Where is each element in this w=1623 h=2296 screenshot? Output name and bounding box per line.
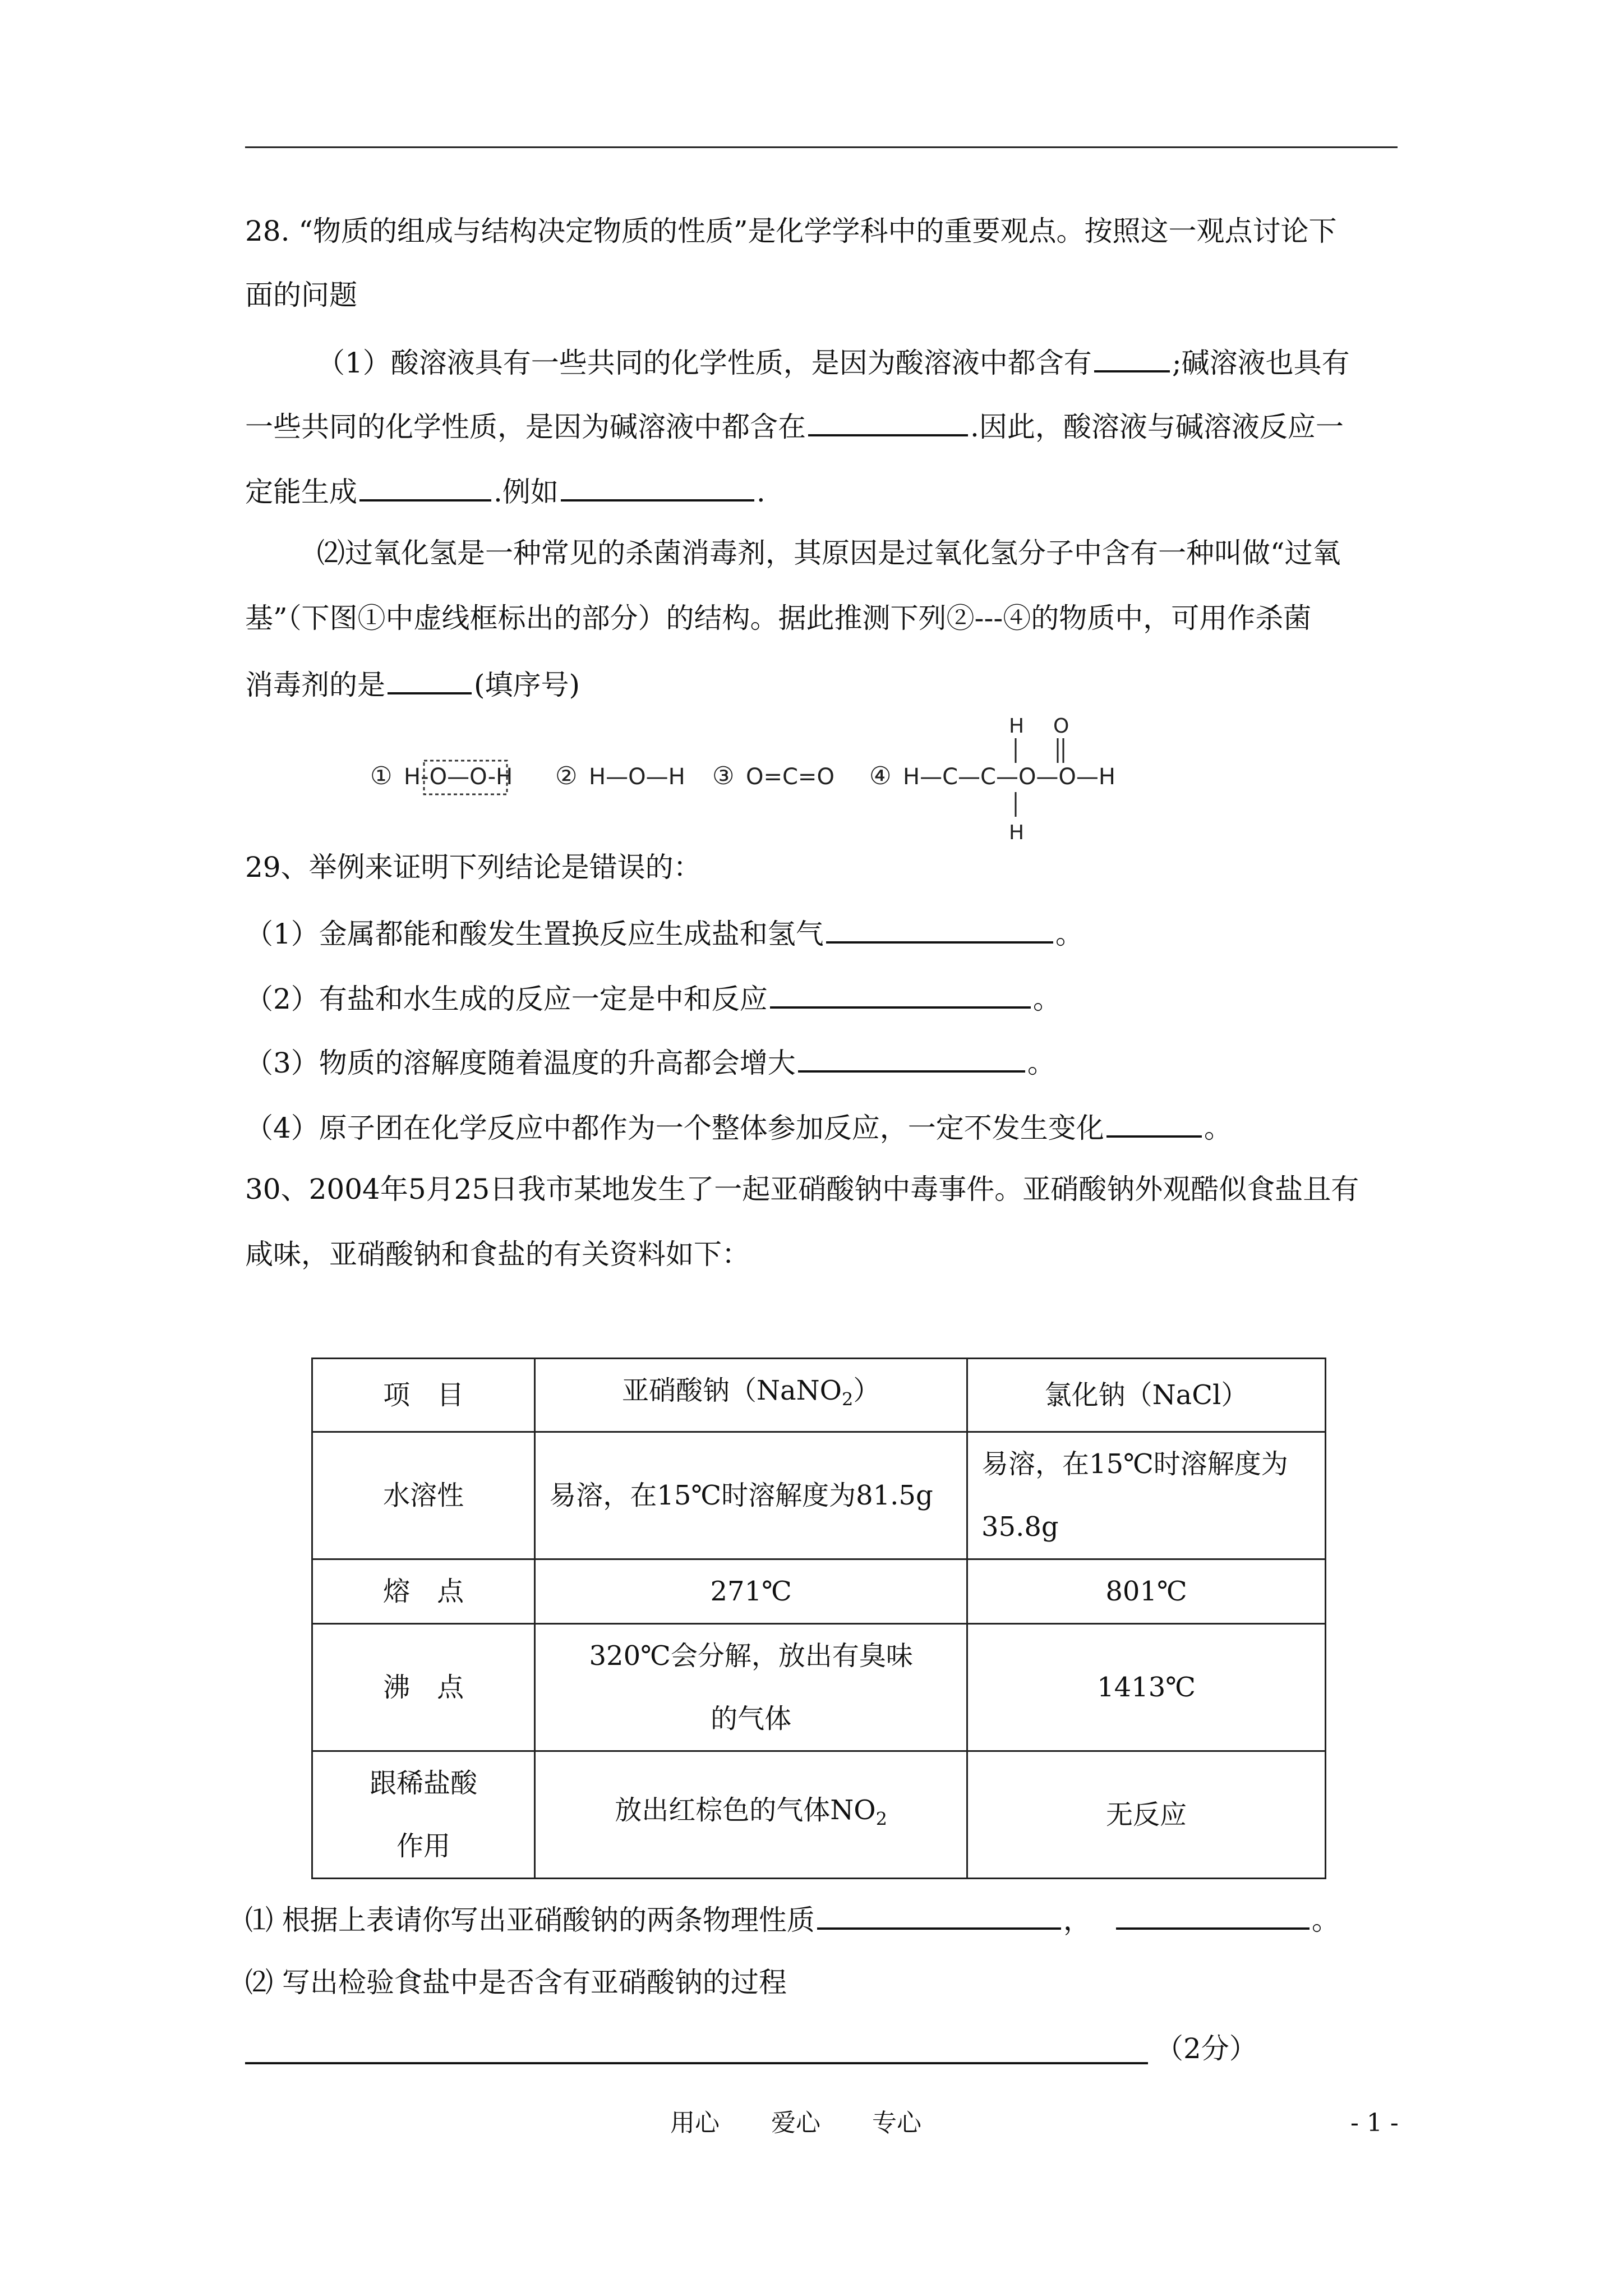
answer-blank-base-ion[interactable]: [808, 407, 968, 436]
q29-title: 29、举例来证明下列结论是错误的：: [245, 851, 702, 884]
header-rule: [245, 146, 1398, 148]
label-1: ①: [370, 762, 393, 790]
q29-item2-text: （2）有盐和水生成的反应一定是中和反应: [245, 983, 768, 1015]
q28-p1-text-e: 定能生成: [245, 476, 357, 508]
answer-blank-property-2[interactable]: [1116, 1901, 1310, 1930]
footer-motto-3: 专心: [872, 2109, 921, 2137]
table-row: [312, 1623, 1326, 1751]
q30-line1: 30、2004年5月25日我市某地发生了一起亚硝酸钠中毒事件。亚硝酸钠外观酷似食盐且有: [245, 1173, 1359, 1205]
row-solubility-nacl-2: 35.8g: [981, 1511, 1059, 1543]
q29-item3-text: （3）物质的溶解度随着温度的升高都会增大: [245, 1047, 796, 1079]
header-nano2-sub: 2: [841, 1388, 854, 1410]
header-nano2-text: 亚硝酸钠（NaNO: [621, 1375, 842, 1406]
label-4: ④: [869, 762, 892, 790]
row-hcl-label-1: 跟稀盐酸: [370, 1767, 478, 1799]
q29-item1-end: 。: [1055, 918, 1083, 950]
q28-p2-text-d: (填序号): [474, 669, 580, 701]
q28-p1-line1: [317, 343, 1472, 380]
atom-h-bottom: H: [1009, 821, 1025, 844]
row-hcl-nano2: [535, 1751, 967, 1878]
q28-p1-text-g: .: [756, 476, 766, 508]
footer-motto-1: 用心: [670, 2109, 720, 2137]
q28-p1-text-a: （1）酸溶液具有一些共同的化学性质，是因为酸溶液中都含有: [317, 347, 1092, 379]
row-boiling-nano2-1: 320℃会分解，放出有臭味: [589, 1640, 913, 1672]
q29-item2: [245, 979, 1400, 1016]
row-boiling-nacl: 1413℃: [967, 1623, 1326, 1751]
header-nano2-end: ）: [853, 1375, 880, 1406]
table-row: [312, 1751, 1326, 1878]
answer-blank-property-1[interactable]: [817, 1901, 1061, 1930]
row-hcl-nano2-sub: 2: [875, 1808, 888, 1830]
row-solubility-nano2: 易溶，在15℃时溶解度为81.5g: [535, 1432, 967, 1559]
atom-o-top: O: [1053, 715, 1069, 738]
q29-item4-text: （4）原子团在化学反应中都作为一个整体参加反应，一定不发生变化: [245, 1112, 1104, 1144]
molecule-diagram: [370, 712, 1211, 847]
row-melting-label: 熔 点: [312, 1559, 535, 1623]
table-header-row: [312, 1359, 1326, 1432]
row-hcl-label: [312, 1751, 535, 1878]
q28-p1-text-b: ;碱溶液也具有: [1172, 347, 1350, 379]
q28-p1-text-c: 一些共同的化学性质，是因为碱溶液中都含在: [245, 411, 806, 443]
table-row: [312, 1559, 1326, 1623]
answer-blank-q29-3[interactable]: [798, 1043, 1025, 1073]
row-melting-nacl: 801℃: [967, 1559, 1326, 1623]
answer-blank-product[interactable]: [359, 472, 491, 501]
q28-p2-text-c: 消毒剂的是: [245, 669, 385, 701]
q28-line2: 面的问题: [245, 279, 357, 311]
row-boiling-nano2-2: 的气体: [711, 1703, 792, 1734]
molecule-structures: [370, 712, 1211, 847]
q30-line2: 咸味，亚硝酸钠和食盐的有关资料如下：: [245, 1238, 750, 1271]
row-solubility-nacl: [967, 1432, 1326, 1559]
answer-blank-acid-ion[interactable]: [1094, 343, 1170, 372]
answer-blank-q29-2[interactable]: [770, 979, 1031, 1009]
answer-blank-q29-1[interactable]: [826, 914, 1053, 944]
row-melting-nano2: 271℃: [535, 1559, 967, 1623]
q28-p2-line1: ⑵过氧化氢是一种常见的杀菌消毒剂，其原因是过氧化氢分子中含有一种叫做“过氧: [317, 537, 1341, 569]
properties-table: [311, 1358, 1326, 1879]
label-2: ②: [555, 762, 578, 790]
q30-sub1-end: 。: [1311, 1904, 1340, 1936]
row-solubility-label: 水溶性: [312, 1432, 535, 1559]
q29-item3-end: 。: [1027, 1047, 1055, 1079]
table-row: [312, 1432, 1326, 1559]
header-item: 项 目: [312, 1359, 535, 1432]
header-nano2: [535, 1359, 967, 1432]
molecule-co2: O=C=O: [746, 764, 834, 790]
molecule-peracetic-acid: H—C—C—O—O—H: [903, 764, 1115, 790]
q30-sub1-text: ⑴ 根据上表请你写出亚硝酸钠的两条物理性质: [245, 1904, 815, 1936]
atom-h-top: H: [1009, 715, 1025, 738]
row-boiling-nano2: [535, 1623, 967, 1751]
q30-sub2: ⑵ 写出检验食盐中是否含有亚硝酸钠的过程: [245, 1966, 787, 1999]
row-boiling-label: 沸 点: [312, 1623, 535, 1751]
answer-blank-example[interactable]: [561, 472, 754, 501]
q28-p2-line2: 基”（下图①中虚线框标出的部分）的结构。据此推测下列②---④的物质中，可用作杀菌: [245, 602, 1312, 634]
answer-blank-q29-4[interactable]: [1106, 1108, 1202, 1138]
q28-p1-line2: [245, 407, 1400, 444]
score-label: （2分）: [1155, 2032, 1257, 2065]
q29-item3: [245, 1043, 1400, 1080]
molecule-h2o2: H-O—O-H: [404, 764, 513, 790]
q28-line1: 28. “物质的组成与结构决定物质的性质”是化学学科中的重要观点。按照这一观点讨论下: [245, 215, 1337, 247]
q28-p2-line3: [245, 665, 1400, 702]
row-hcl-label-2: 作用: [396, 1830, 451, 1862]
answer-blank-disinfectant[interactable]: [388, 665, 472, 694]
row-hcl-nano2-text: 放出红棕色的气体NO: [615, 1794, 876, 1826]
q28-p1-text-f: .例如: [494, 476, 559, 508]
q28-p1-line3: [245, 472, 1400, 509]
q29-item2-end: 。: [1032, 983, 1061, 1015]
answer-blank-test-procedure[interactable]: [245, 2062, 1148, 2064]
page-number: - 1 -: [1350, 2109, 1399, 2137]
q29-item1-text: （1）金属都能和酸发生置换反应生成盐和氢气: [245, 918, 824, 950]
q30-sub1: [245, 1901, 1400, 1937]
q30-sub1-comma: ，: [1063, 1904, 1091, 1936]
header-nacl: 氯化钠（NaCl）: [967, 1359, 1326, 1432]
molecule-water: H—O—H: [589, 764, 685, 790]
row-solubility-nacl-1: 易溶，在15℃时溶解度为: [981, 1448, 1288, 1480]
footer-motto-2: 爱心: [771, 2109, 820, 2137]
label-3: ③: [712, 762, 735, 790]
q29-item4: [245, 1108, 1400, 1145]
q29-item4-end: 。: [1204, 1112, 1232, 1144]
q28-p1-text-d: .因此，酸溶液与碱溶液反应一: [970, 411, 1344, 443]
q29-item1: [245, 914, 1400, 951]
row-hcl-nacl: 无反应: [967, 1751, 1326, 1878]
